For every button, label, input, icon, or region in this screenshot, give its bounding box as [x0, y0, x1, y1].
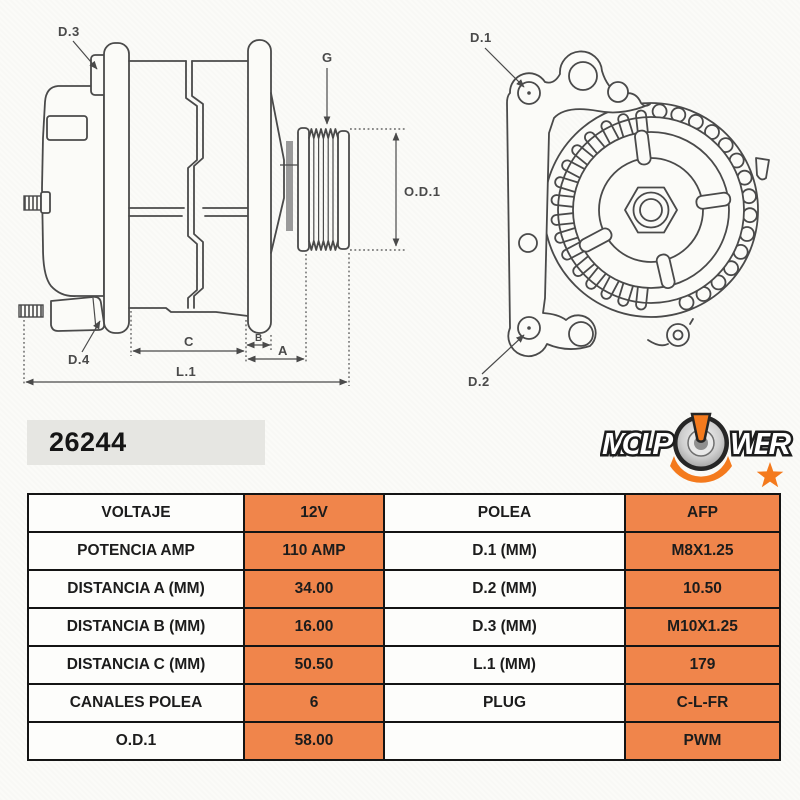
table-row: [28, 608, 780, 646]
table-row: [28, 532, 780, 570]
spec-value-cell: C-L-FR: [625, 684, 780, 722]
dim-label-a: A: [278, 343, 288, 358]
spec-label-cell: D.3 (MM): [384, 608, 625, 646]
pulley-left-flange: [298, 128, 309, 251]
mount-hole-top-2: [569, 62, 597, 90]
terminal-stud-top: [24, 196, 42, 210]
dim-label-d4: D.4: [68, 352, 90, 367]
terminal-stud-top-base: [41, 192, 50, 213]
spec-label-cell: [384, 722, 625, 760]
spec-label-cell: DISTANCIA A (MM): [28, 570, 244, 608]
brand-logo: [600, 398, 795, 496]
spec-value-cell: 110 AMP: [244, 532, 384, 570]
table-row: [28, 494, 780, 532]
brand-text-right: WER: [730, 426, 790, 461]
mount-hole-mid: [519, 234, 537, 252]
spec-label-cell: D.2 (MM): [384, 570, 625, 608]
dim-leader-d2: [482, 335, 524, 374]
mount-hole-top-3: [608, 82, 628, 102]
spec-label-cell: POLEA: [384, 494, 625, 532]
spec-label-cell: L.1 (MM): [384, 646, 625, 684]
spec-value-cell: AFP: [625, 494, 780, 532]
molpower-emblem-icon: [670, 414, 732, 483]
spec-value-cell: M8X1.25: [625, 532, 780, 570]
dim-label-d1: D.1: [470, 30, 492, 45]
bottom-right-lug: [667, 324, 689, 346]
spec-value-cell: 12V: [244, 494, 384, 532]
spec-label-cell: DISTANCIA B (MM): [28, 608, 244, 646]
rear-bracket: [104, 43, 129, 333]
table-row: [28, 646, 780, 684]
dim-label-d2: D.2: [468, 374, 490, 389]
part-number-bar: [27, 420, 265, 465]
front-bracket: [248, 40, 271, 333]
spec-label-cell: CANALES POLEA: [28, 684, 244, 722]
pulley-grooves-bottom: [309, 241, 338, 250]
alternator-front-view-diagram: [448, 8, 796, 400]
dim-label-c: C: [184, 334, 194, 349]
spec-value-cell: 10.50: [625, 570, 780, 608]
dim-label-l1: L.1: [176, 364, 197, 379]
brand-text-left: MOLP: [602, 426, 672, 461]
spec-label-cell: VOLTAJE: [28, 494, 244, 532]
d1-target-dot: [527, 91, 531, 95]
part-number: 26244: [49, 427, 127, 457]
spec-table: [27, 493, 781, 761]
spec-label-cell: DISTANCIA C (MM): [28, 646, 244, 684]
spec-value-cell: 16.00: [244, 608, 384, 646]
dim-label-d3: D.3: [58, 24, 80, 39]
body-bottom-edge: [129, 308, 248, 316]
dim-label-od1: O.D.1: [404, 184, 441, 199]
dim-label-g: G: [322, 50, 333, 65]
dim-label-b: B: [255, 333, 263, 344]
alternator-side-view-diagram: [16, 8, 448, 400]
spec-label-cell: POTENCIA AMP: [28, 532, 244, 570]
rim-tab: [756, 158, 769, 179]
spec-label-cell: PLUG: [384, 684, 625, 722]
d2-target-dot: [527, 326, 531, 330]
spec-value-cell: 6: [244, 684, 384, 722]
shaft-bar: [286, 141, 293, 231]
star-icon: [757, 462, 784, 487]
terminal-stud-bottom: [19, 305, 43, 317]
table-row: [28, 570, 780, 608]
table-row: [28, 684, 780, 722]
dim-leader-d1: [485, 48, 524, 87]
od1-extension-lines: [350, 129, 406, 250]
spec-value-cell: 34.00: [244, 570, 384, 608]
spec-label-cell: D.1 (MM): [384, 532, 625, 570]
pulley-grooves-top: [309, 129, 338, 138]
table-row: [28, 722, 780, 760]
shaft-end: [640, 199, 662, 221]
spec-value-cell: M10X1.25: [625, 608, 780, 646]
spec-value-cell: 50.50: [244, 646, 384, 684]
nose-cone: [271, 93, 284, 253]
spec-value-cell: 58.00: [244, 722, 384, 760]
pulley-groove-ribs: [309, 138, 338, 241]
mount-hole-bottom-2: [569, 322, 593, 346]
rear-housing-groove: [47, 116, 87, 140]
spec-label-cell: O.D.1: [28, 722, 244, 760]
spec-value-cell: PWM: [625, 722, 780, 760]
spec-value-cell: 179: [625, 646, 780, 684]
pulley-right-flange: [338, 131, 349, 249]
